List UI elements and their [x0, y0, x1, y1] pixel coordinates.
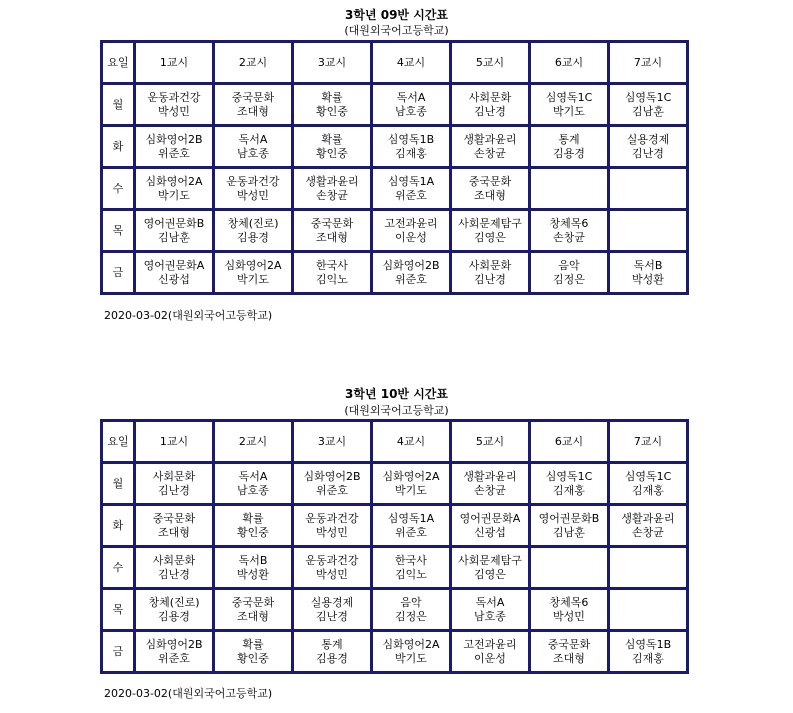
class-cell [214, 463, 293, 505]
class-cell [451, 463, 530, 505]
teacher-name: 박성민 [316, 525, 348, 539]
subject-name: 운동과건강 [305, 511, 359, 525]
subject-name: 중국문화 [231, 595, 275, 609]
class-cell [135, 547, 214, 589]
subject-name: 통계 [558, 132, 580, 146]
class-cell [451, 547, 530, 589]
subject-name: 창체목6 [549, 216, 589, 230]
class-cell [609, 126, 688, 168]
teacher-name: 김난경 [474, 104, 506, 118]
teacher-name: 이운성 [474, 651, 506, 665]
subject-name: 운동과건강 [305, 553, 359, 567]
period-header: 3교시 [293, 421, 372, 463]
subject-name: 사회문제탐구 [458, 553, 522, 567]
class-cell [372, 463, 451, 505]
teacher-name: 황인중 [237, 651, 269, 665]
teacher-name: 조대형 [237, 609, 269, 623]
teacher-name: 황인중 [316, 146, 348, 160]
subject-name: 확률 [242, 637, 264, 651]
class-cell [609, 547, 688, 589]
subject-name: 심화영어2B [145, 637, 203, 651]
timetable-title: 3학년 09반 시간표 [345, 8, 448, 22]
teacher-name: 조대형 [474, 188, 506, 202]
period-header: 6교시 [530, 42, 609, 84]
teacher-name: 김남훈 [632, 104, 664, 118]
issue-date-footer: 2020-03-02(대원외국어고등학교) [104, 309, 273, 322]
subject-name: 영어권문화B [538, 511, 600, 525]
period-header: 2교시 [214, 42, 293, 84]
period-header: 4교시 [372, 421, 451, 463]
period-header: 6교시 [530, 421, 609, 463]
subject-name: 한국사 [316, 258, 348, 272]
teacher-name: 위준호 [158, 651, 190, 665]
period-header: 3교시 [293, 42, 372, 84]
teacher-name: 손창균 [474, 483, 506, 497]
class-cell [372, 589, 451, 631]
day-label: 수 [102, 547, 135, 589]
class-cell [135, 84, 214, 126]
subject-name: 심영독1C [545, 90, 593, 104]
subject-name: 창체(진로) [148, 595, 200, 609]
subject-name: 중국문화 [310, 216, 354, 230]
class-cell [293, 126, 372, 168]
teacher-name: 김재홍 [395, 146, 427, 160]
teacher-name: 김영은 [474, 230, 506, 244]
class-cell [135, 463, 214, 505]
subject-name: 실용경제 [626, 132, 670, 146]
day-row [102, 252, 688, 294]
class-cell [214, 505, 293, 547]
class-cell [135, 505, 214, 547]
class-cell [135, 631, 214, 673]
subject-name: 심영독1A [387, 511, 435, 525]
teacher-name: 남호종 [237, 483, 269, 497]
day-label: 화 [102, 505, 135, 547]
class-cell [372, 547, 451, 589]
day-row [102, 210, 688, 252]
subject-name: 운동과건강 [147, 90, 201, 104]
class-cell [372, 210, 451, 252]
class-cell [530, 631, 609, 673]
timetable-title: 3학년 10반 시간표 [345, 387, 448, 401]
class-cell [451, 589, 530, 631]
teacher-name: 김재홍 [553, 483, 585, 497]
period-header: 1교시 [135, 42, 214, 84]
teacher-name: 위준호 [395, 272, 427, 286]
teacher-name: 손창균 [316, 188, 348, 202]
teacher-name: 박기도 [553, 104, 585, 118]
subject-name: 중국문화 [231, 90, 275, 104]
class-cell [214, 168, 293, 210]
teacher-name: 김남훈 [553, 525, 585, 539]
teacher-name: 박성환 [237, 567, 269, 581]
teacher-name: 남호종 [395, 104, 427, 118]
class-cell [372, 84, 451, 126]
subject-name: 독서A [238, 132, 268, 146]
teacher-name: 김정은 [395, 609, 427, 623]
teacher-name: 박기도 [395, 651, 427, 665]
subject-name: 사회문화 [468, 258, 512, 272]
period-header: 7교시 [609, 42, 688, 84]
day-label: 월 [102, 84, 135, 126]
subject-name: 심화영어2B [303, 469, 361, 483]
teacher-name: 김재홍 [632, 483, 664, 497]
teacher-name: 김남훈 [158, 230, 190, 244]
class-cell [530, 84, 609, 126]
teacher-name: 위준호 [395, 525, 427, 539]
class-cell [530, 168, 609, 210]
class-cell [214, 547, 293, 589]
day-column-header: 요일 [102, 421, 135, 463]
subject-name: 사회문화 [152, 469, 196, 483]
teacher-name: 손창균 [632, 525, 664, 539]
teacher-name: 조대형 [553, 651, 585, 665]
subject-name: 독서A [475, 595, 505, 609]
class-cell [135, 589, 214, 631]
class-cell [372, 505, 451, 547]
timetable-grid [100, 40, 689, 295]
class-cell [293, 505, 372, 547]
class-cell [451, 505, 530, 547]
class-cell [293, 168, 372, 210]
teacher-name: 김재홍 [632, 651, 664, 665]
class-cell [372, 252, 451, 294]
day-label: 금 [102, 252, 135, 294]
subject-name: 실용경제 [310, 595, 354, 609]
teacher-name: 조대형 [237, 104, 269, 118]
class-cell [135, 126, 214, 168]
teacher-name: 신광섭 [158, 272, 190, 286]
subject-name: 심화영어2A [382, 469, 440, 483]
subject-name: 창체목6 [549, 595, 589, 609]
teacher-name: 박성민 [553, 609, 585, 623]
subject-name: 사회문화 [152, 553, 196, 567]
teacher-name: 김익노 [316, 272, 348, 286]
day-row [102, 589, 688, 631]
teacher-name: 황인중 [316, 104, 348, 118]
teacher-name: 위준호 [158, 146, 190, 160]
class-cell [451, 126, 530, 168]
subject-name: 영어권문화A [459, 511, 521, 525]
subject-name: 생활과윤리 [463, 132, 517, 146]
subject-name: 통계 [321, 637, 343, 651]
period-header: 5교시 [451, 42, 530, 84]
subject-name: 생활과윤리 [305, 174, 359, 188]
class-cell [530, 505, 609, 547]
teacher-name: 김난경 [316, 609, 348, 623]
subject-name: 독서B [633, 258, 663, 272]
teacher-name: 김영은 [474, 567, 506, 581]
class-cell [293, 84, 372, 126]
period-header: 2교시 [214, 421, 293, 463]
subject-name: 심화영어2A [145, 174, 203, 188]
teacher-name: 이운성 [395, 230, 427, 244]
teacher-name: 김용경 [158, 609, 190, 623]
class-cell [293, 210, 372, 252]
class-cell [214, 210, 293, 252]
subject-name: 독서A [396, 90, 426, 104]
day-row [102, 631, 688, 673]
subject-name: 독서A [238, 469, 268, 483]
teacher-name: 조대형 [158, 525, 190, 539]
subject-name: 심영독1B [624, 637, 672, 651]
teacher-name: 조대형 [316, 230, 348, 244]
class-cell [135, 252, 214, 294]
subject-name: 영어권문화A [143, 258, 205, 272]
day-label: 월 [102, 463, 135, 505]
class-cell [293, 631, 372, 673]
subject-name: 심영독1B [387, 132, 435, 146]
teacher-name: 박기도 [395, 483, 427, 497]
teacher-name: 박성환 [632, 272, 664, 286]
teacher-name: 남호종 [474, 609, 506, 623]
subject-name: 운동과건강 [226, 174, 280, 188]
subject-name: 심영독1C [624, 90, 672, 104]
subject-name: 심영독1C [624, 469, 672, 483]
class-cell [451, 252, 530, 294]
class-cell [530, 463, 609, 505]
subject-name: 창체(진로) [227, 216, 279, 230]
day-label: 목 [102, 210, 135, 252]
subject-name: 심영독1A [387, 174, 435, 188]
subject-name: 한국사 [395, 553, 427, 567]
subject-name: 중국문화 [468, 174, 512, 188]
day-column-header: 요일 [102, 42, 135, 84]
class-cell [135, 210, 214, 252]
class-cell [293, 463, 372, 505]
class-cell [451, 631, 530, 673]
subject-name: 생활과윤리 [463, 469, 517, 483]
subject-name: 심화영어2A [382, 637, 440, 651]
teacher-name: 박기도 [158, 188, 190, 202]
subject-name: 심화영어2A [224, 258, 282, 272]
class-cell [530, 547, 609, 589]
class-cell [214, 84, 293, 126]
class-cell [293, 589, 372, 631]
teacher-name: 손창균 [553, 230, 585, 244]
subject-name: 사회문제탐구 [458, 216, 522, 230]
timetable-grid [100, 419, 689, 674]
teacher-name: 김난경 [158, 567, 190, 581]
class-cell [214, 126, 293, 168]
teacher-name: 남호종 [237, 146, 269, 160]
class-cell [451, 168, 530, 210]
teacher-name: 김용경 [553, 146, 585, 160]
class-cell [609, 631, 688, 673]
subject-name: 고전과윤리 [463, 637, 517, 651]
class-cell [609, 210, 688, 252]
class-cell [609, 463, 688, 505]
class-cell [530, 589, 609, 631]
teacher-name: 김익노 [395, 567, 427, 581]
class-cell [609, 589, 688, 631]
class-cell [135, 168, 214, 210]
period-header-row [102, 421, 688, 463]
class-cell [214, 631, 293, 673]
teacher-name: 박성민 [158, 104, 190, 118]
class-cell [372, 168, 451, 210]
subject-name: 독서B [238, 553, 268, 567]
teacher-name: 김용경 [316, 651, 348, 665]
class-cell [293, 547, 372, 589]
subject-name: 중국문화 [152, 511, 196, 525]
class-cell [609, 168, 688, 210]
teacher-name: 김용경 [237, 230, 269, 244]
period-header: 5교시 [451, 421, 530, 463]
teacher-name: 박기도 [237, 272, 269, 286]
class-cell [609, 84, 688, 126]
subject-name: 고전과윤리 [384, 216, 438, 230]
class-cell [609, 252, 688, 294]
period-header: 7교시 [609, 421, 688, 463]
class-cell [214, 252, 293, 294]
period-header-row [102, 42, 688, 84]
subject-name: 음악 [400, 595, 422, 609]
class-cell [451, 210, 530, 252]
class-cell [530, 252, 609, 294]
day-row [102, 463, 688, 505]
teacher-name: 황인중 [237, 525, 269, 539]
subject-name: 심영독1C [545, 469, 593, 483]
day-row [102, 168, 688, 210]
period-header: 4교시 [372, 42, 451, 84]
teacher-name: 김난경 [632, 146, 664, 160]
subject-name: 심화영어2B [382, 258, 440, 272]
day-row [102, 547, 688, 589]
period-header: 1교시 [135, 421, 214, 463]
teacher-name: 박성민 [316, 567, 348, 581]
class-cell [451, 84, 530, 126]
class-cell [372, 126, 451, 168]
day-row [102, 126, 688, 168]
subject-name: 확률 [321, 132, 343, 146]
teacher-name: 위준호 [395, 188, 427, 202]
teacher-name: 신광섭 [474, 525, 506, 539]
teacher-name: 위준호 [316, 483, 348, 497]
class-cell [530, 210, 609, 252]
issue-date-footer: 2020-03-02(대원외국어고등학교) [104, 687, 273, 700]
day-label: 금 [102, 631, 135, 673]
subject-name: 확률 [242, 511, 264, 525]
day-label: 목 [102, 589, 135, 631]
subject-name: 생활과윤리 [621, 511, 675, 525]
class-cell [372, 631, 451, 673]
teacher-name: 박성민 [237, 188, 269, 202]
teacher-name: 김정은 [553, 272, 585, 286]
day-label: 수 [102, 168, 135, 210]
subject-name: 확률 [321, 90, 343, 104]
school-name: (대원외국어고등학교) [344, 24, 449, 37]
subject-name: 음악 [558, 258, 580, 272]
subject-name: 심화영어2B [145, 132, 203, 146]
subject-name: 영어권문화B [143, 216, 205, 230]
class-cell [214, 589, 293, 631]
subject-name: 중국문화 [547, 637, 591, 651]
teacher-name: 김난경 [158, 483, 190, 497]
class-cell [293, 252, 372, 294]
day-row [102, 505, 688, 547]
day-label: 화 [102, 126, 135, 168]
teacher-name: 손창균 [474, 146, 506, 160]
teacher-name: 김난경 [474, 272, 506, 286]
day-row [102, 84, 688, 126]
class-cell [530, 126, 609, 168]
class-cell [609, 505, 688, 547]
subject-name: 사회문화 [468, 90, 512, 104]
school-name: (대원외국어고등학교) [344, 404, 449, 417]
